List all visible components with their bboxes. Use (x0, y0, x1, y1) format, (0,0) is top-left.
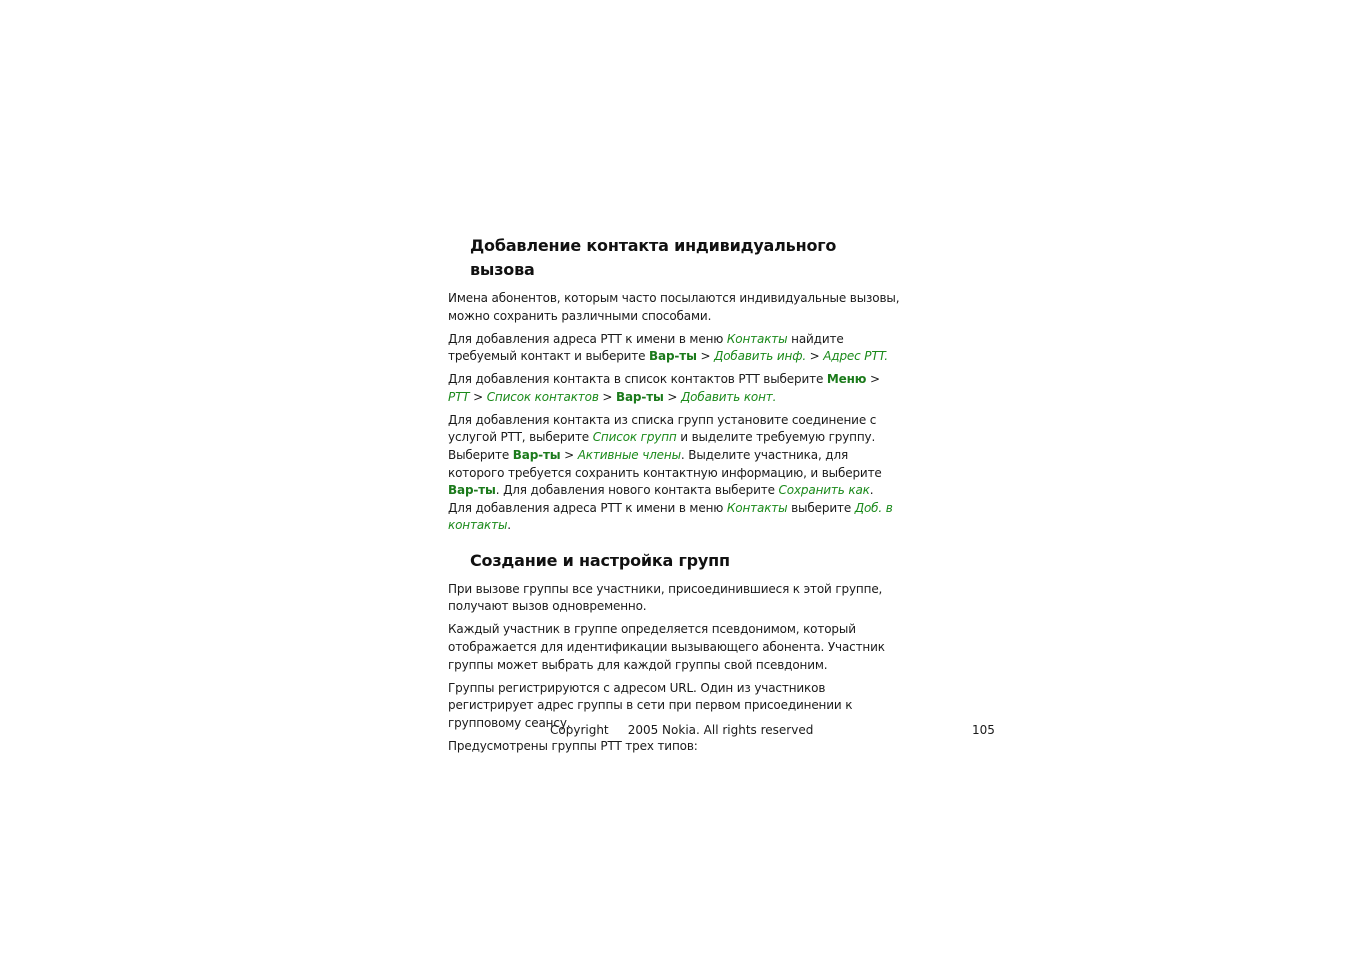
softkey-options: Вар-ты (448, 483, 496, 498)
paragraph-add-ptt-address (448, 331, 900, 366)
text-run: . (884, 349, 888, 364)
menu-ref-group-list: Список групп (592, 430, 677, 445)
separator: > (663, 389, 681, 404)
paragraph-group-types: Предусмотрены группы PTT трех типов: (448, 738, 698, 753)
text-run: найдите требуемый контакт и выберите (448, 331, 844, 364)
softkey-menu: Меню (826, 372, 867, 387)
menu-ref-ptt-address: Адрес PTT (823, 349, 885, 364)
text-run: Для добавления контакта из списка групп установите соединение с услугой PTT, выберите (448, 412, 877, 445)
paragraph-add-from-group (448, 412, 900, 535)
page-number: 105 (972, 723, 995, 737)
menu-ref-contacts: Контакты (726, 500, 788, 515)
softkey-options: Вар-ты (649, 349, 697, 364)
paragraph-group-call: При вызове группы все участники, присоединившиеся к этой группе, получают вызов одновременно. (448, 581, 883, 614)
separator: > (806, 349, 824, 364)
menu-ref-add-to-contacts: Доб. в контакты (448, 500, 893, 533)
paragraph-add-to-ptt-list (448, 371, 900, 406)
menu-ref-contacts: Контакты (726, 331, 788, 346)
menu-ref-add-info: Добавить инф. (714, 349, 807, 364)
separator: > (598, 389, 616, 404)
section-heading-groups: Создание и настройка групп (470, 550, 730, 570)
softkey-options: Вар-ты (615, 389, 664, 404)
menu-ref-save-as: Сохранить как (778, 483, 870, 498)
menu-ref-add-contact: Добавить конт. (680, 389, 777, 404)
text-run: выберите (787, 500, 855, 515)
paragraph-url-registration: Группы регистрируются с адресом URL. Один из участников регистрирует адрес группы в сети при первом присоединении к групповому сеансу. (448, 680, 853, 730)
paragraph-nickname: Каждый участник в группе определяется псевдонимом, который отображается для идентификации вызывающего абонента. Участник группы может выбрать для каждой группы свой псевдоним. (448, 622, 885, 672)
text-run: Для добавления адреса PTT к имени в меню (448, 331, 727, 346)
text-run: . Для добавления адреса PTT к имени в меню (448, 483, 874, 515)
text-run: Для добавления контакта в список контактов PTT выберите (448, 372, 827, 387)
section-heading-add-contact: Добавление контакта индивидуального вызова (470, 236, 837, 279)
separator: > (696, 349, 715, 364)
menu-ref-contact-list: Список контактов (486, 389, 599, 404)
menu-ref-active-members: Активные члены (577, 447, 681, 462)
menu-ref-ptt: PTT (448, 389, 470, 404)
copyright-notice: Copyright 2005 Nokia. All rights reserved (550, 723, 814, 737)
page-content (448, 234, 900, 761)
text-run: . Для добавления нового контакта выберите (495, 483, 779, 498)
text-run: . (507, 518, 511, 533)
separator: > (560, 447, 578, 462)
separator: > (469, 389, 487, 404)
text-run: . Выделите участника, для которого требуется сохранить контактную информацию, и выберите (448, 447, 882, 480)
text-run: и выделите требуемую группу. Выберите (448, 430, 876, 462)
paragraph-intro: Имена абонентов, которым часто посылаются индивидуальные вызовы, можно сохранить различными способами. (448, 291, 900, 323)
softkey-options: Вар-ты (512, 447, 561, 462)
page-footer (0, 723, 1351, 741)
separator: > (866, 372, 880, 387)
